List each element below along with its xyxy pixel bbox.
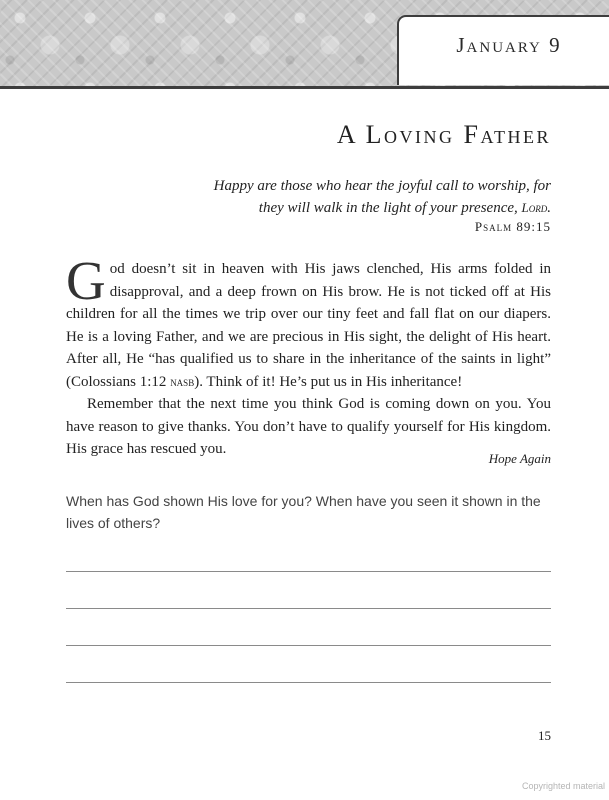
writing-line bbox=[66, 571, 551, 572]
verse-line-1: Happy are those who hear the joyful call to worship, for bbox=[213, 178, 551, 194]
reflection-prompt: When has God shown His love for you? When have you seen it shown in the lives of others? bbox=[66, 493, 541, 531]
body-p1-text-b: ). Think of it! He’s put us in His inheritance! bbox=[194, 373, 463, 390]
writing-line bbox=[66, 608, 551, 609]
bible-version: nasb bbox=[170, 373, 195, 389]
writing-line bbox=[66, 645, 551, 646]
banner-rule bbox=[0, 86, 609, 89]
verse-line-2: they will walk in the light of your presence, bbox=[258, 200, 522, 216]
scripture-verse bbox=[131, 175, 551, 219]
page-number: 15 bbox=[538, 728, 551, 743]
writing-line bbox=[66, 682, 551, 683]
scripture-reference: Psalm 89:15 bbox=[474, 219, 551, 234]
body-p1-text-a: od doesn’t sit in heaven with His jaws clenched, His arms folded in disapproval, and a deep frown on His brow. He is not ticked off at His children for all the times we trip over our tiny feet and fall flat on our diapers. He is a loving Father, and we are precious in His sight, the delight of His heart. After all, He “has qualified us to share in the inheritance of the saints in light” (Colossians 1:12 bbox=[66, 261, 551, 390]
body-paragraph-2: Remember that the next time you think God is coming down on you. You have reason to give thanks. You don’t have to qualify yourself for His kingdom. His grace has rescued you. bbox=[66, 396, 551, 457]
verse-divine-name: Lord bbox=[521, 200, 548, 215]
verse-end: . bbox=[547, 200, 551, 216]
body-paragraph-1 bbox=[66, 250, 551, 393]
drop-cap: G bbox=[66, 250, 106, 311]
devotional-body bbox=[66, 250, 551, 461]
copyright-note: Copyrighted material bbox=[521, 781, 605, 791]
source-attribution: Hope Again bbox=[488, 451, 551, 466]
date-label: January 9 bbox=[456, 33, 562, 57]
devotional-title: A Loving Father bbox=[336, 120, 551, 149]
